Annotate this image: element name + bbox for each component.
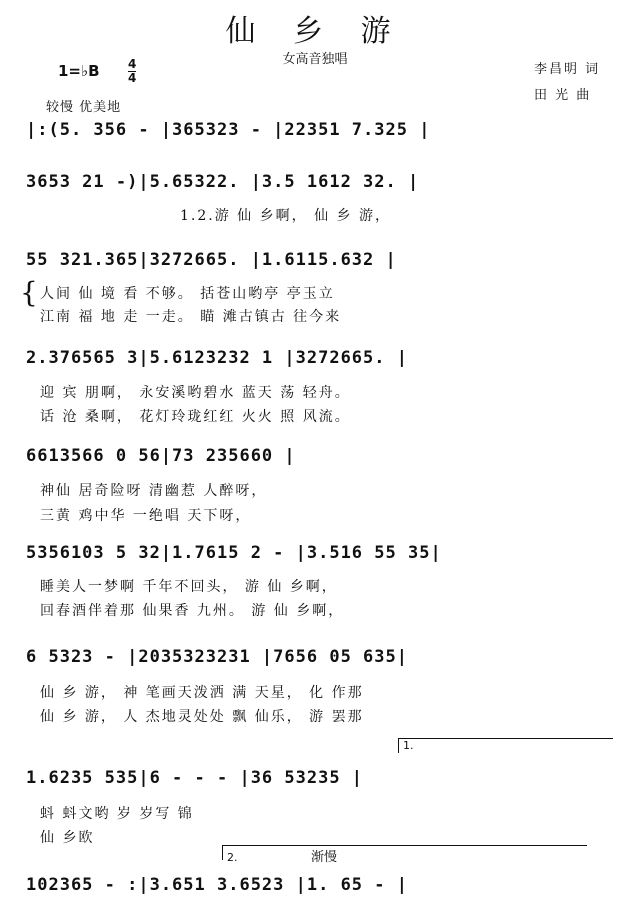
score-line-5: 6613566 0 56|73 235660 | [26,446,296,466]
lyric-line-3a: 人间 仙 境 看 不够。 括苍山哟亭 亭玉立 [40,286,335,302]
song-title: 仙 乡 游 [225,14,405,49]
lyricist-credit: 李昌明 词 [534,62,601,77]
score-line-7: 6 5323 - |2035323231 |7656 05 635| [26,647,408,667]
lyric-line-4b: 话 沧 桑啊， 花灯玲珑红红 火火 照 风流。 [40,409,351,425]
composer-credit: 田 光 曲 [534,88,592,103]
lyric-line-5a: 神仙 居奇险呀 清幽惹 人醉呀， [40,483,268,499]
score-line-4: 2.376565 3|5.6123232 1 |3272665. | [26,348,408,368]
lyric-line-8b: 仙 乡欧 [40,830,95,846]
lyric-line-3b: 江南 福 地 走 一走。 瞄 滩古镇古 往今来 [40,309,342,325]
volta-2-label: 2. [227,851,238,864]
lyric-line-5b: 三黄 鸡中华 一绝唱 天下呀， [40,508,252,524]
score-line-2: 3653 21 -)|5.65322. |3.5 1612 32. | [26,172,420,192]
subtitle: 女高音独唱 [282,52,348,67]
volta-bracket-2 [222,845,587,865]
score-line-9: 102365 - :|3.651 3.6523 |1. 65 - | [26,875,408,895]
lyric-line-6b: 回春酒伴着那 仙果香 九州。 游 仙 乡啊， [40,603,345,619]
score-line-6: 5356103 5 32|1.7615 2 - |3.516 55 35| [26,543,442,563]
score-line-8: 1.6235 535|6 - - - |36 53235 | [26,768,364,788]
lyric-brace: { [20,276,38,309]
tempo-change: 渐慢 [311,850,338,865]
tempo-marking: 较慢 优美地 [46,100,122,115]
lyric-line-7b: 仙 乡 游， 人 杰地灵处处 飘 仙乐， 游 罢那 [40,709,364,725]
time-signature [128,58,136,85]
lyric-line-8a: 蚪 蚪文哟 岁 岁写 锦 [40,806,194,822]
time-sig-top: 4 [128,57,137,71]
time-sig-bottom: 4 [128,71,137,85]
score-line-3: 55 321.365|3272665. |1.6115.632 | [26,250,397,270]
volta-1-label: 1. [403,739,414,752]
lyric-line-6a: 睡美人一梦啊 千年不回头， 游 仙 乡啊， [40,579,338,595]
lyric-line-2a: 1.2.游 仙 乡啊， 仙 乡 游， [180,208,391,224]
lyric-line-4a: 迎 宾 朋啊， 永安溪哟碧水 蓝天 荡 轻舟。 [40,385,351,401]
score-line-1: |:(5. 356 - |365323 - |22351 7.325 | [26,120,431,140]
lyric-line-7a: 仙 乡 游， 神 笔画天泼洒 满 天星， 化 作那 [40,685,364,701]
key-signature: 1=♭B [58,62,100,80]
volta-bracket-1 [398,738,613,753]
